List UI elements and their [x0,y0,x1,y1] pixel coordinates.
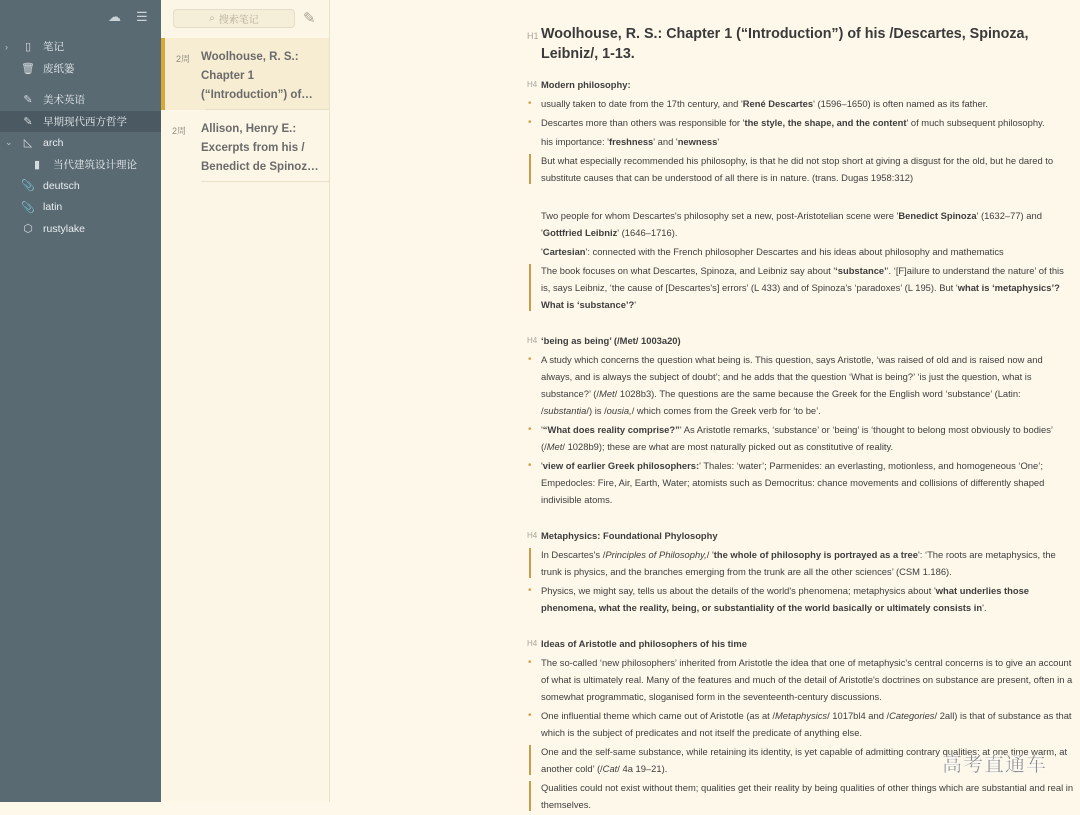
text: ' (1596–1650) is often named as its father. [813,98,988,109]
h4-marker: H4 [527,336,538,345]
h4-marker: H4 [527,531,538,540]
note-list [161,0,330,802]
list-item [528,95,1074,112]
sync-off-icon[interactable]: ☁ [108,9,121,24]
note-list-item[interactable] [161,110,329,182]
h4-marker: H4 [527,80,538,89]
note-title-line: Allison, Henry E.: [201,123,297,135]
text: But what especially recommended his philosophy, is that he did not stop short at giving a disgust for the old, but he dared to substitute causes that can be understood of all there is in nature. (trans. Dugas 1958:312) [541,155,1054,183]
bullet-icon: • [528,585,532,596]
text: ' and ' [653,136,678,147]
italic-text: Met [599,388,615,399]
bullet-icon: • [528,657,532,668]
italic-text: Principles of Philosophy, [605,549,707,560]
sidebar-item-label: 笔记 [43,41,64,54]
pencil-icon: ✎ [23,115,33,128]
note-age: 2周 [176,54,191,64]
text: ' (1632–77) and ' [541,210,1042,238]
section-heading [527,332,1074,349]
list-item [528,421,1074,455]
italic-text: Categories [889,710,935,721]
sidebar-item[interactable] [0,197,161,219]
pencil-icon: ✎ [23,94,33,107]
note-title-line: Woolhouse, R. S.: [201,51,299,63]
italic-text: Metaphysics [774,710,828,721]
text: The so-called ‘new philosophers’ inherited from Aristotle the idea that one of metaphysic's central concerns is to give an account of what is ultimately real. Many of the features and much of the detail of Aristotle's doctrines on substance are present, often in a somewhat programmatic, sloganised form in the seventeenth-century discussions. [541,657,1073,702]
list-item [528,457,1074,508]
bold-text: newness [677,136,718,147]
text: Modern philosophy: [541,79,631,90]
h4-marker: H4 [527,639,538,648]
sidebar-item[interactable] [0,218,161,240]
paperclip-icon: 📎 [21,180,35,193]
italic-text: Cat [602,763,618,774]
text: Physics, we might say, tells us about the details of the world's phenomena; metaphysics about ' [541,585,936,596]
text: Two people for whom Descartes's philosophy set a new, post-Aristotelian scene were ' [541,210,899,221]
text: / 1017bl4 and / [827,710,890,721]
bullet-icon: • [528,354,532,365]
blockquote [541,546,1074,580]
paragraph [541,133,1074,150]
note-list-item[interactable] [161,38,329,110]
text: / 2all) is that of substance as that which is the subject of predicates and not itself the predicate of anything else. [541,710,1072,738]
text: Descartes more than others was responsible for ' [541,117,745,128]
note-title-line: (“Introduction”) of… [201,89,313,101]
text: ' of much subsequent philosophy. [906,117,1045,128]
text: The book focuses on what Descartes, Spinoza, and Leibniz say about ' [541,265,836,276]
list-item [528,582,1074,616]
book-icon: ▮ [33,158,41,171]
text: / 4a 19–21). [617,763,668,774]
quote-bar [529,548,531,578]
bullet-icon: • [528,710,532,721]
sidebar-item-label: 废纸篓 [43,62,75,75]
bold-text: the whole of philosophy is portrayed as a tree [713,549,918,560]
text: One influential theme which came out of Aristotle (as at / [541,710,775,721]
note-title-text: Woolhouse, R. S.: Chapter 1 (“Introduction”) of his /Descartes, Spinoza, Leibniz/, 1-13. [541,26,1029,62]
note-title-line: Chapter 1 [201,70,255,82]
bullet-icon: • [528,117,532,128]
paragraph [541,207,1074,241]
text: One and the self-same substance, while retaining its identity, is yet capable of admitting contrary qualities: at one time warm, at another cold’ (/ [541,746,1068,774]
section-heading [527,635,1074,652]
text: /) is / [586,405,607,416]
text: / which comes from the Greek verb for ‘to be’. [631,405,821,416]
trash-icon: 🗑 [21,62,35,75]
bold-text: René Descartes [742,98,814,109]
text: / 1028b9); these are what are most naturally picked out as constitutive of reality. [562,441,894,452]
sidebar-gap [0,79,161,89]
quote-bar [529,745,531,775]
sidebar-item[interactable] [0,154,161,176]
bullet-icon: • [528,98,532,109]
bullet-icon: • [528,460,532,471]
bold-text: “What does reality comprise?” [542,424,680,435]
sidebar-item-label: rustylake [43,222,86,235]
blockquote [541,152,1074,186]
bold-text: what is ‘metaphysics’? What is ‘substance’? [541,282,1060,310]
bold-text: the style, the shape, and the content [744,117,907,128]
divider [201,181,329,182]
bold-text: Benedict Spinoza [898,210,977,221]
text: '. [982,602,987,613]
search-icon: ⌕ [209,13,215,24]
text: Qualities could not exist without them; qualities get their reality by being qualities of other things which are substantial and real in themselves. [541,782,1074,810]
italic-text: substantia [543,405,587,416]
text: ' As Aristotle remarks, ‘substance’ or ‘being’ is ‘thought to belong most obviously to bodies’ (/ [541,424,1053,452]
chevron-icon[interactable]: › [5,41,8,52]
sidebar-item[interactable] [0,175,161,197]
watermark: 高考直通车 [942,754,1047,776]
list-item [528,114,1074,131]
search-input[interactable] [173,9,295,28]
sidebar-item[interactable] [0,58,161,80]
text: '. ‘[F]ailure to understand the nature’ of this is, says Leibniz, ‘the cause of [Descartes's] errors’ (L 433) and of Spinoza's ‘paradoxes’ (L 195). But ' [541,265,1064,293]
triangle-ruler-icon: ◺ [23,137,33,150]
bullet-icon: • [528,424,532,435]
note-editor[interactable] [330,0,1080,810]
section-heading [527,527,1074,544]
cube-icon: ⬡ [23,223,33,236]
sidebar-items [0,36,161,240]
sidebar-item-label: arch [43,136,64,149]
text: ' [541,460,543,471]
note-title [527,24,1074,64]
sidebar-item-label: 当代建筑设计理论 [53,158,137,171]
text: Metaphysics: Foundational Phylosophy [541,530,718,541]
filter-settings-icon[interactable]: ☰ [136,9,148,24]
bold-text: view of earlier Greek philosophers: [542,460,700,471]
text: ': ‘The roots are metaphysics, the trunk is physics, and the branches emerging from the trunk are all the other sciences’ (CSM 1.186). [541,549,1056,577]
quote-bar [529,154,531,184]
text: ' [717,136,720,147]
text: / ' [706,549,714,560]
text: In Descartes's / [541,549,606,560]
text: ' [541,424,543,435]
quote-bar [529,264,531,311]
list-item [528,654,1074,705]
sidebar-item-label: latin [43,201,63,214]
text: / 1028b3). The questions are the same because the Greek for the English word ‘substance’ (Latin: / [541,388,1021,416]
sidebar-item[interactable] [0,89,161,111]
text: his importance: ' [541,136,609,147]
sidebar-toolbar [0,0,161,36]
sidebar [0,0,161,802]
text: ' (1646–1716). [617,227,678,238]
section-heading [527,76,1074,93]
blockquote [541,262,1074,313]
bold-text: Cartesian [542,246,586,257]
bold-text: ‘substance’ [835,265,887,276]
text: ': connected with the French philosopher Descartes and his ideas about philosophy and mathematics [585,246,1004,257]
text: ' Thales: ‘water’; Parmenides: an everlasting, motionless, and homogeneous ‘One’; Empedocles: Fire, Air, Earth, Water; atomists such as Democritus: chance movements and collisions of differently shaped indivisible atoms. [541,460,1045,505]
sidebar-item[interactable] [0,36,161,58]
chevron-icon[interactable]: ⌄ [5,137,13,148]
text: ‘being as being’ (/Met/ 1003a20) [541,335,681,346]
sidebar-item[interactable] [0,111,161,133]
bold-text: Gottfried Leibniz [542,227,618,238]
paperclip-icon: 📎 [21,201,35,214]
note-age: 2周 [172,126,187,136]
note-title-line: Benedict de Spinoz… [201,161,319,173]
text: ' [541,246,543,257]
new-note-icon[interactable]: ✎ [303,10,316,27]
sidebar-item-label: 早期现代西方哲学 [43,115,127,128]
list-item [528,707,1074,741]
list-item [528,351,1074,419]
quote-bar [529,781,531,811]
blockquote [541,779,1074,813]
paragraph [541,243,1074,260]
bold-text: freshness [608,136,654,147]
search-placeholder: 搜索笔记 [218,15,259,26]
text: A study which concerns the question what being is. This question, says Aristotle, ‘was raised of old and is raised now and always, and is always the subject of doubt’; and he adds that the question ‘What is being?’ ‘is just the question, what is substance?’ (/ [541,354,1043,399]
h1-marker: H1 [527,31,539,41]
bold-text: what underlies those phenomena, what the reality, being, or substantiality of the world basically or ultimately consists in [541,585,1030,613]
text: ' [634,299,637,310]
text: usually taken to date from the 17th century, and ' [541,98,743,109]
sidebar-item-label: deutsch [43,179,80,192]
blank-line [541,188,1074,207]
notes-icon: ▯ [24,41,32,54]
text: Ideas of Aristotle and philosophers of his time [541,638,747,649]
sidebar-item[interactable] [0,132,161,154]
italic-text: ousia, [606,405,632,416]
note-title-line: Excerpts from his / [201,142,305,154]
sidebar-item-label: 美术英语 [43,94,85,107]
italic-text: Met [546,441,563,452]
